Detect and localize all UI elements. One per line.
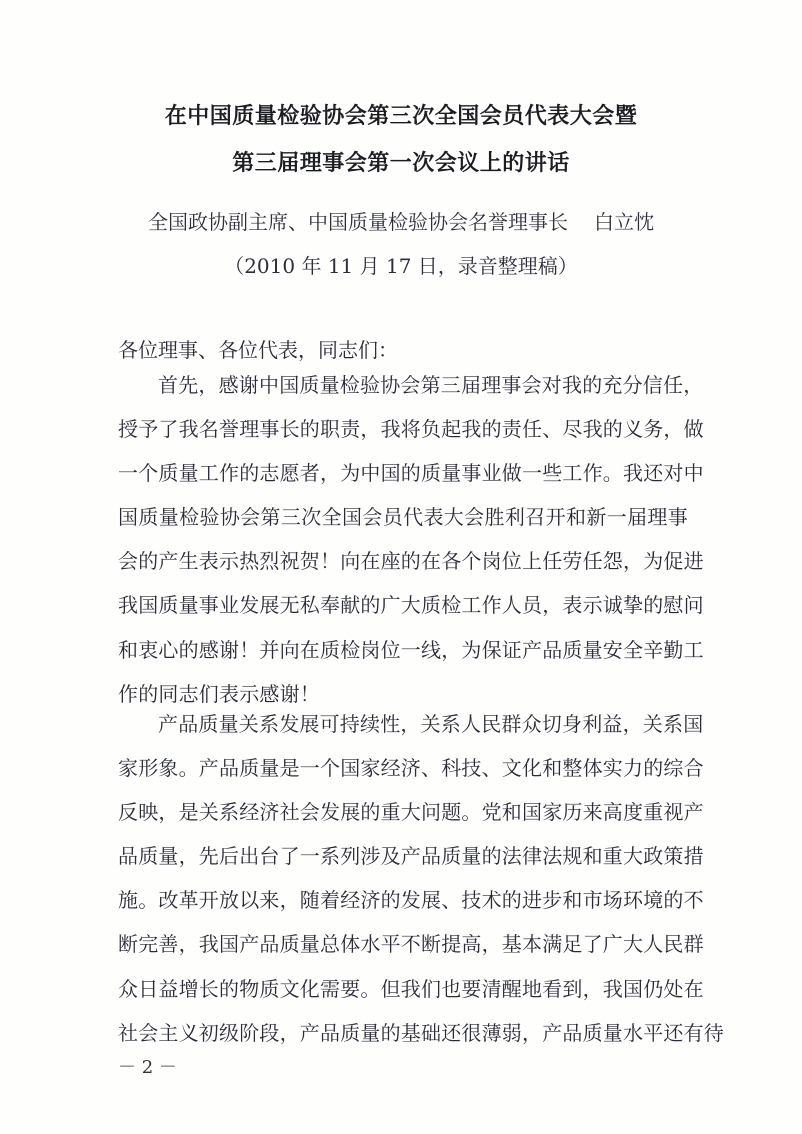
paragraph-line: 社会主义初级阶段，产品质量的基础还很薄弱，产品质量水平还有待 bbox=[118, 1020, 724, 1045]
paragraph-line: 产品质量关系发展可持续性，关系人民群众切身利益，关系国 bbox=[158, 712, 704, 736]
paragraph-1 bbox=[118, 370, 704, 723]
author-position: 全国政协副主席、中国质量检验协会名誉理事长 bbox=[148, 210, 568, 234]
speech-title-line-1: 在中国质量检验协会第三次全国会员代表大会暨 bbox=[164, 103, 638, 129]
paragraph-line: 和衷心的感谢！并向在质检岗位一线，为保证产品质量安全辛勤工 bbox=[118, 637, 704, 662]
speech-title-line-2: 第三届理事会第一次会议上的讲话 bbox=[232, 150, 570, 176]
paragraph-2 bbox=[118, 709, 724, 1062]
paragraph-line: 授予了我名誉理事长的职责，我将负起我的责任、尽我的义务，做 bbox=[118, 417, 704, 442]
paragraph-line: 施。改革开放以来，随着经济的发展、技术的进步和市场环境的不 bbox=[118, 888, 704, 913]
author-line bbox=[0, 206, 802, 235]
author-name: 白立忱 bbox=[594, 210, 654, 234]
paragraph-line: 反映，是关系经济社会发展的重大问题。党和国家历来高度重视产 bbox=[118, 800, 704, 825]
paragraph-line: 众日益增长的物质文化需要。但我们也要清醒地看到，我国仍处在 bbox=[118, 976, 704, 1001]
paragraph-line: 国质量检验协会第三次全国会员代表大会胜利召开和新一届理事 bbox=[118, 505, 688, 530]
paragraph-line: 家形象。产品质量是一个国家经济、科技、文化和整体实力的综合 bbox=[118, 756, 704, 781]
date-note: （2010 年 11 月 17 日，录音整理稿） bbox=[224, 254, 578, 278]
paragraph-line: 作的同志们表示感谢！ bbox=[118, 681, 320, 706]
paragraph-line: 会的产生表示热烈祝贺！向在座的在各个岗位上任劳任怨，为促进 bbox=[118, 549, 704, 574]
page-number: － 2 － bbox=[118, 1057, 177, 1078]
paragraph-line: 首先，感谢中国质量检验协会第三届理事会对我的充分信任， bbox=[158, 373, 704, 397]
salutation: 各位理事、各位代表，同志们： bbox=[118, 338, 398, 362]
paragraph-line: 我国质量事业发展无私奉献的广大质检工作人员，表示诚挚的慰问 bbox=[118, 593, 704, 618]
paragraph-line: 断完善，我国产品质量总体水平不断提高，基本满足了广大人民群 bbox=[118, 932, 704, 957]
paragraph-line: 一个质量工作的志愿者，为中国的质量事业做一些工作。我还对中 bbox=[118, 461, 704, 486]
paragraph-line: 品质量，先后出台了一系列涉及产品质量的法律法规和重大政策措 bbox=[118, 844, 704, 869]
